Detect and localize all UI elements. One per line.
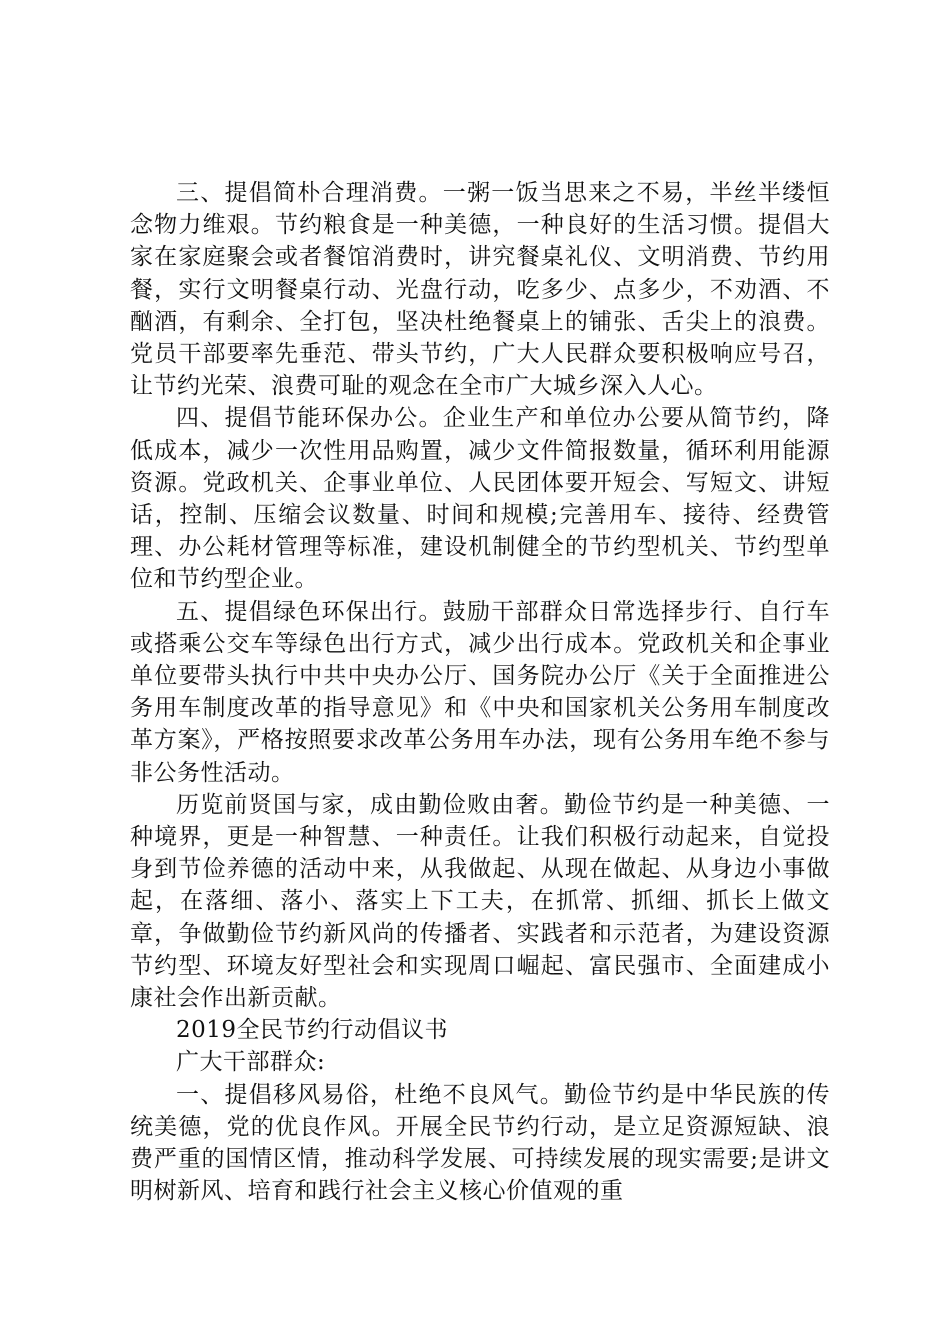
- paragraph-conclusion: 历览前贤国与家，成由勤俭败由奢。勤俭节约是一种美德、一种境界，更是一种智慧、一种责任。让我们积极行动起来，自觉投身到节俭养德的活动中来，从我做起、从现在做起、从身边小事做起，在落细、落小、落实上下工夫，在抓常、抓细、抓长上做文章，争做勤俭节约新风尚的传播者、实践者和示范者，为建设资源节约型、环境友好型社会和实现周口崛起、富民强市、全面建成小康社会作出新贡献。: [130, 791, 830, 1012]
- salutation: 广大干部群众:: [176, 1049, 326, 1076]
- paragraph-green-office: 四、提倡节能环保办公。企业生产和单位办公要从简节约，降低成本，减少一次性用品购置，减少文件简报数量，循环利用能源资源。党政机关、企事业单位、人民团体要开短会、写短文、讲短话，控制、压缩会议数量、时间和规模;完善用车、接待、经费管理、办公耗材管理等标准，建设机制健全的节约型机关、节约型单位和节约型企业。: [130, 405, 830, 593]
- paragraph-frugal-consumption: 三、提倡简朴合理消费。一粥一饭当思来之不易，半丝半缕恒念物力维艰。节约粮食是一种美德，一种良好的生活习惯。提倡大家在家庭聚会或者餐馆消费时，讲究餐桌礼仪、文明消费、节约用餐，实行文明餐桌行动、光盘行动，吃多少、点多少，不劝酒、不酗酒，有剩余、全打包，坚决杜绝餐桌上的铺张、舌尖上的浪费。党员干部要率先垂范、带头节约，广大人民群众要积极响应号召，让节约光荣、浪费可耻的观念在全市广大城乡深入人心。: [130, 180, 830, 400]
- paragraph-customs-reform: 一、提倡移风易俗，杜绝不良风气。勤俭节约是中华民族的传统美德，党的优良作风。开展全民节约行动，是立足资源短缺、浪费严重的国情区情，推动科学发展、可持续发展的现实需要;是讲文明树新风、培育和践行社会主义核心价值观的重: [130, 1081, 830, 1205]
- document-body: [130, 177, 830, 1208]
- second-document-title: 2019全民节约行动倡议书: [176, 1017, 449, 1044]
- paragraph-green-travel: 五、提倡绿色环保出行。鼓励干部群众日常选择步行、自行车或搭乘公交车等绿色出行方式，减少出行成本。党政机关和企事业单位要带头执行中共中央办公厅、国务院办公厅《关于全面推进公务用车制度改革的指导意见》和《中央和国家机关公务用车制度改革方案》，严格按照要求改革公务用车办法，现有公务用车绝不参与非公务性活动。: [130, 598, 830, 786]
